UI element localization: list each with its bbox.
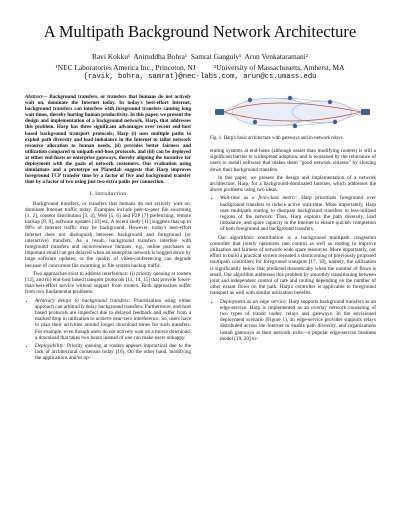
idea-item-wait-time: [220, 195, 376, 232]
author-list: Ravi Kokku¹ Aniruddha Bohra¹ Samrat Ganguly¹ Arun Venkataramani²: [91, 52, 309, 61]
continued-paragraph: erating systems at end-hosts (although easier than modifying routers) is still a significant barrier to widespread adoption, and is worsened by the reluctance of users to install software that makes them "good network citizens" by slowing down their background transfers.: [210, 148, 376, 173]
contribution-intro: In this paper, we present the design and implementation of a network architecture, Harp, for a background-dominated Internet, which addresses the above problems using two ideas.: [210, 174, 376, 194]
algorithm-paragraph: Our algorithmic contribution is a background multipath congestion controller that jointly optimizes rate control as well as routing to improve utilization and fairness of network-wide spare resources. More importantly, our effort to build a practical system revealed a shortcoming of previously proposed multipath controllers for foreground transport [17, 18], namely, the utilization is significantly below that predicted theoretically when the number of flows is small. Our algorithm addresses this problem by smoothly transitioning between joint and independent control of rate and routing depending on the number of other extant flows on the path. Harp's controller is applicable to foreground transport as well with similar utilization benefits.: [210, 234, 376, 297]
abstract: [25, 94, 191, 185]
author-emails: {ravik, bohra, samrat}@nec-labs.com, arun@cs.umass.edu: [83, 73, 317, 81]
bullet-text: Priority queuing at routers appears impractical due to the lack of architectural consensus today [16]. On the other hand, modifying the applications and/or op-: [35, 343, 191, 362]
ideas-list: [210, 195, 376, 232]
paper-title: A Multipath Background Network Architecture: [43, 22, 357, 41]
right-column: [210, 148, 376, 344]
intro-paragraph-1: Background transfers, or transfers that humans do not actively wait on, dominate Internet traffic today. Examples include peer-to-peer file swarming [1, 2], content distribution [3, 4], Web [5, 6] and P2P [7] prefetching, remote backup [8, 9], software updates [10] etc. A recent study [11] suggests that up to 90% of Internet traffic may be background. However, today's best-effort Internet does not distinguish between background and foreground (or interactive) transfers. As a result, background transfers interfere with foreground transfers and inconvenience humans, e.g., online purchases or important email can get delayed when an enterprise network is bogged down by large software updates; or the quality of video-conferencing can degrade because of concurrent file swarming or file system backup traffic.: [25, 200, 191, 269]
bullet-label: Deployability:: [35, 343, 65, 350]
problem-item-deployability: [35, 343, 191, 362]
bullet-label: Deployment as an edge service:: [220, 298, 288, 305]
abstract-text: Background transfers, or transfers that humans do not actively wait on, dominate the Internet today. In today's best-effort Internet, background transfers can interfere with foreground transfers causing long wait times, thereby hurting human productivity. In this paper, we present the design and implementation of a background network, Harp, that addresses this problem. Harp has three significant advantages over recent end-host based background transport protocols; Harp (i) uses multiple paths to exploit path diversity and load imbalance in the Internet to tailor network resource allocation to human needs, (ii) provides better fairness and utilization compared to unipath end-host protocols, and (iii) can be deployed at either end-hosts or enterprise gateways, thereby aligning the incentive for deployment with the goals of network customers. Our evaluation using simulations and a prototype on Planetlab suggests that Harp improves foreground TCP transfer time by a factor of five and background transfer time by a factor of two using just two extra paths per connection.: [25, 94, 191, 186]
abstract-label: Abstract—: [25, 94, 48, 100]
bullet-text: Harp prioritizes foreground over background transfers to reduce active wait-time. More importantly, Harp uses multipath routing to dissipate background transfers to less-utilized regions of the network. Thus, Harp exploits the path diversity, load imbalance, and spare capacity in the Internet to ensure quicker completion of both foreground and background transfers.: [220, 195, 376, 233]
section-heading-introduction: I. Introduction: [89, 191, 127, 198]
bullet-text: Prioritization using either approach can arbitrarily delay background transfers. Furthermore, end-host based protocols are imperfect due to delayed feedback and suffer from a marked drop in utilization to achieve near-zero interference. So, users have to plan their activities around longer download times for such transfers. For example, even though users do not actively wait on a movie download, a download that takes two hours instead of one can make users unhappy.: [35, 297, 191, 341]
problem-item-arbitrary-delays: [35, 298, 191, 341]
architecture-figure: [210, 92, 375, 132]
idea-item-edge-service: [220, 299, 376, 342]
intro-paragraph-2: Two approaches exist to address interference: (i) priority queuing at routers [12], and (ii) end-host based transport protocols [13, 14, 15] that provide lower-than-best-effort service without support from routers. Both approaches suffer from two fundamental problems.: [25, 270, 191, 296]
bullet-text: Harp supports background transfers as an edge-service. Harp is implemented as an overlay network consisting of two types of transit nodes: relays and gateways. In the envisioned deployment scenario (Figure 1), an edge-service provider supports relays distributed across the Internet to enable path diversity, and organizations install gateways at their network exits—a popular edge-service business model [19, 20] to-: [220, 298, 376, 342]
bullet-label: Wait-time as a first-class metric:: [220, 195, 298, 202]
ideas-list-2: [210, 299, 376, 342]
affiliations: ¹NEC Laboratories America Inc., Princeton, NJ ²University of Massachusetts, Amherst, MA: [55, 63, 345, 72]
left-column: [25, 94, 191, 364]
problem-list: [25, 298, 191, 362]
figure-caption: Fig. 1. Harp's basic architecture with gateways and in-network relays.: [210, 136, 344, 141]
bullet-label: Arbitrary delays to background transfers:: [35, 297, 131, 304]
